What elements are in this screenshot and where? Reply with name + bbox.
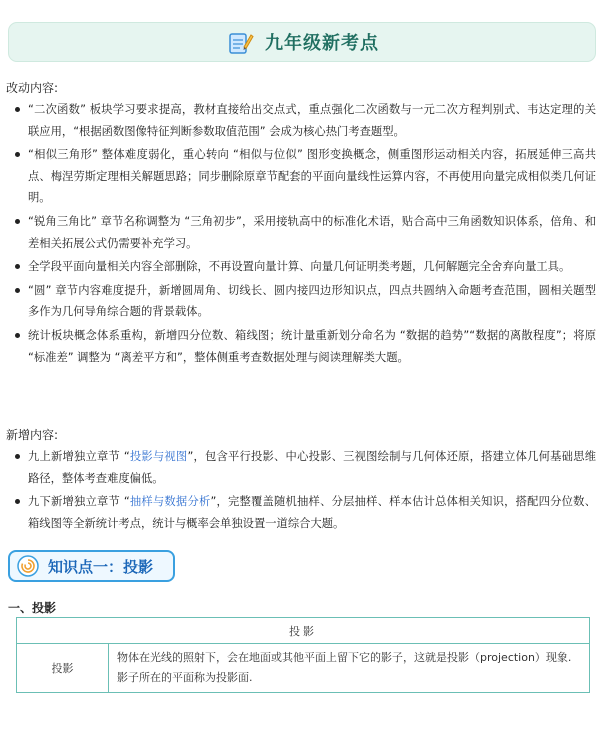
list-item: “圆” 章节内容难度提升，新增圆周角、切线长、圆内接四边形知识点，四点共圆纳入命题考查范围，圆相关题型多作为几何导角综合题的背景载体。 [14, 280, 596, 323]
chapter-link-sampling-data[interactable]: 抽样与数据分析 [129, 495, 211, 509]
list-item: 九上新增独立章节 “投影与视图”，包含平行投影、中心投影、三视图绘制与几何体还原，搭建立体几何基础思维路径，整体考查难度偏低。 [14, 446, 596, 489]
knowledge-point-header [8, 550, 175, 582]
additions-label: 新增内容: [6, 428, 59, 442]
list-item: 全学段平面向量相关内容全部删除，不再设置向量计算、向量几何证明类考题，几何解题完全舍弃向量工具。 [14, 256, 596, 278]
bullet-icon [15, 499, 20, 504]
bullet-icon [15, 454, 20, 459]
bullet-icon [15, 264, 20, 269]
bullet-icon [15, 107, 20, 112]
section-heading: 一、投影 [8, 601, 57, 615]
list-item: 九下新增独立章节 “抽样与数据分析”，完整覆盖随机抽样、分层抽样、样本估计总体相关知识，搭配四分位数、箱线图等全新统计考点，统计与概率会单独设置一道综合大题。 [14, 491, 596, 534]
bullet-icon [15, 333, 20, 338]
spiral-icon [16, 554, 40, 578]
table-row [17, 644, 590, 693]
bullet-icon [15, 152, 20, 157]
bullet-icon [15, 219, 20, 224]
changes-label: 改动内容: [6, 81, 59, 95]
chapter-link-projection-view[interactable]: 投影与视图 [129, 450, 188, 463]
list-item: 统计板块概念体系重构，新增四分位数、箱线图；统计量重新划分命名为 “数据的趋势”“数据的离散程度”；将原 “标准差” 调整为 “离差平方和”，整体侧重考查数据处理与阅读理解类大题。 [14, 325, 596, 368]
table-row [17, 618, 590, 644]
list-item: “相似三角形” 整体难度弱化，重心转向 “相似与位似” 图形变换概念，侧重图形运动相关内容，拓展延伸三高共点、梅涅劳斯定理相关解题思路；同步删除原章节配套的平面向量线性运算内容，不再使用向量完成相似类几何证明。 [14, 144, 596, 209]
table-header-cell: 投影 [17, 618, 590, 644]
list-item: “二次函数” 板块学习要求提高，教材直接给出交点式，重点强化二次函数与一元二次方程判别式、韦达定理的关联应用，“根据函数图像特征判断参数取值范围” 会成为核心热门考查题型。 [14, 99, 596, 142]
changes-list [14, 99, 596, 370]
term-cell: 投影 [17, 644, 109, 693]
definition-table [16, 617, 590, 693]
page-title: 九年级新考点 [265, 33, 379, 54]
knowledge-point-title: 知识点一：投影 [48, 557, 154, 576]
title-banner [8, 22, 596, 62]
definition-cell: 物体在光线的照射下，会在地面或其他平面上留下它的影子，这就是投影（projection）现象.影子所在的平面称为投影面. [109, 644, 590, 693]
list-item: “锐角三角比” 章节名称调整为 “三角初步”，采用接轨高中的标准化术语，贴合高中三角函数知识体系，倍角、和差相关拓展公式仍需要补充学习。 [14, 211, 596, 254]
notebook-pencil-icon [225, 27, 255, 57]
bullet-icon [15, 288, 20, 293]
additions-list [14, 446, 596, 536]
